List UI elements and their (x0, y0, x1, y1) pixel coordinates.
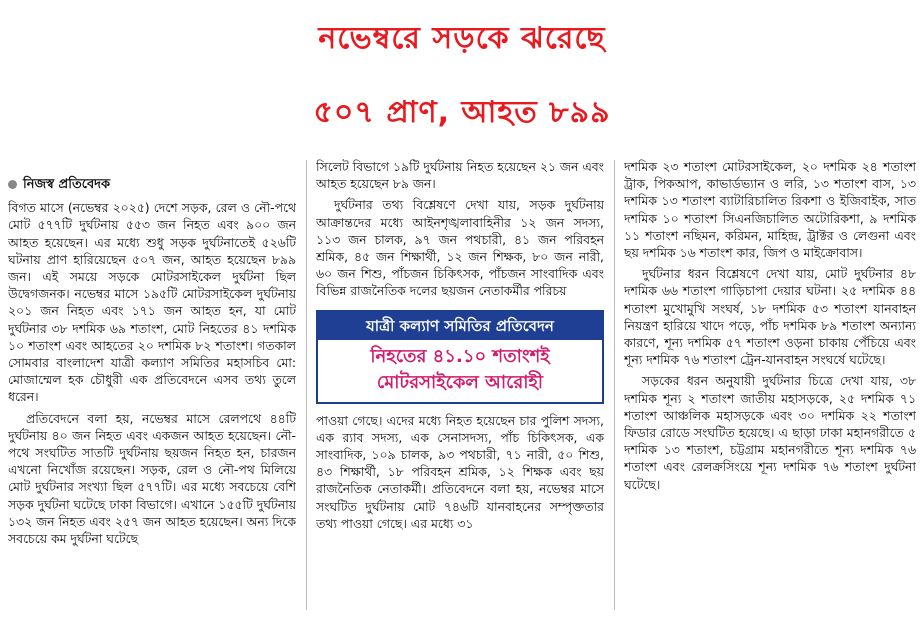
paragraph: সড়কের ধরন অনুযায়ী দুর্ঘটনার চিত্রে দেখা যায়, ৩৮ দশমিক শূন্য ২ শতাংশ জাতীয় মহাসড়কে, ২৫ দশমিক ৭১ শতাংশ আঞ্চলিক মহাসড়কে এবং ৩০ দশমিক ২২ শতাংশ ফিডার রোডে সংঘটিত হয়েছে। এ ছাড়া ঢাকা মহানগরীতে ৫ দশমিক ১৩ শতাংশ, চট্টগ্রাম মহানগরীতে শূন্য দশমিক ৭৬ শতাংশ এবং রেলক্রসিংয়ে শূন্য দশমিক ৭৬ শতাংশ দুর্ঘটনা ঘটেছে। (624, 373, 916, 492)
paragraph: প্রতিবেদনে বলা হয়, নভেম্বর মাসে রেলপথে ৪৪টি দুর্ঘটনায় ৪০ জন নিহত এবং একজন আহত হয়েছেন। নৌ-পথে সংঘটিত সাতটি দুর্ঘটনায় ছয়জন নিহত হন, চারজন এখনো নিখোঁজ রয়েছেন। সড়ক, রেল ও নৌ-পথ মিলিয়ে মোট দুর্ঘটনার সংখ্যা ছিল ৫৭৭টি। এর মধ্যে সবচেয়ে বেশি সড়ক দুর্ঘটনা ঘটেছে ঢাকা বিভাগে। এখানে ১৫৫টি দুর্ঘটনায় ১৩২ জন নিহত এবং ২৫৭ জন আহত হয়েছেন। অন্য দিকে সবচেয়ে কম দুর্ঘটনা ঘটেছে (8, 410, 296, 547)
highlight-line-2: মোটরসাইকেল আরোহী (376, 371, 544, 393)
headline-line-2: ৫০৭ প্রাণ, আহত ৮৯৯ (313, 95, 611, 130)
paragraph: পাওয়া গেছে। এদের মধ্যে নিহত হয়েছেন চার পুলিশ সদস্য, এক র‌্যাব সদস্য, এক সেনাসদস্য, পাঁচ চিকিৎসক, এক সাংবাদিক, ১০৯ চালক, ৯৩ পথচারী, ৭১ নারী, ৫০ শিশু, ৪৩ শিক্ষার্থী, ১৮ পরিবহন শ্রমিক, ১২ শিক্ষক এবং ছয় রাজনৈতিক নেতাকর্মী। প্রতিবেদনে বলা হয়, নভেম্বর মাসে সংঘটিত দুর্ঘটনায় মোট ৭৪৬টি যানবাহনের সম্পৃক্ততার তথ্য পাওয়া গেছে। এর মধ্যে ৩১ (316, 412, 604, 531)
article-column-1 (8, 158, 296, 616)
paragraph: দুর্ঘটনার তথ্য বিশ্লেষণে দেখা যায়, সড়ক দুর্ঘটনায় আক্রান্তদের মধ্যে আইনশৃঙ্খলাবাহিনীর ১২ জন সদস্য, ১১৩ জন চালক, ৯৭ জন পথচারী, ৪১ জন পরিবহন শ্রমিক, ৪৫ জন শিক্ষার্থী, ১২ জন শিক্ষক, ৮০ জন নারী, ৬০ জন শিশু, পাঁচজন চিকিৎসক, পাঁচজন সাংবাদিক এবং বিভিন্ন রাজনৈতিক দলের ছয়জন নেতাকর্মীর পরিচয় (316, 197, 604, 299)
highlight-box (316, 310, 604, 404)
highlight-box-body (318, 340, 602, 402)
highlight-box-title: যাত্রী কল্যাণ সমিতির প্রতিবেদন (318, 312, 602, 340)
paragraph: দুর্ঘটনার ধরন বিশ্লেষণে দেখা যায়, মোট দুর্ঘটনার ৪৮ দশমিক ৬৬ শতাংশ গাড়িচাপা দেয়ার ঘটনা। ২৫ দশমিক ৪৪ শতাংশ মুখোমুখি সংঘর্ষ, ১৮ দশমিক ৫৩ শতাংশ যানবাহন নিয়ন্ত্রণ হারিয়ে খাদে পড়ে, পাঁচ দশমিক ৮৯ শতাংশ অন্যান্য কারণে, শূন্য দশমিক ৫৭ শতাংশ ওড়না চাকায় পেঁচিয়ে এবং শূন্য দশমিক ৭৬ শতাংশ ট্রেন-যানবাহন সংঘর্ষে ঘটেছে। (624, 266, 916, 368)
column-divider (306, 160, 307, 610)
paragraph: দশমিক ২৩ শতাংশ মোটরসাইকেল, ২০ দশমিক ২৪ শতাংশ ট্রাক, পিকআপ, কাভার্ডভ্যান ও লরি, ১৩ শতাংশ বাস, ১৩ দশমিক ১৩ শতাংশ ব্যাটারিচালিত রিকশা ও ইজিবাইক, সাত দশমিক ১০ শতাংশ সিএনজিচালিত অটোরিকশা, ৯ দশমিক ১১ শতাংশ নছিমন, করিমন, মাহিন্দ্র, ট্রাক্টর ও লেগুনা এবং ছয় দশমিক ১৬ শতাংশ কার, জিপ ও মাইক্রোবাস। (624, 159, 916, 261)
bullet-icon (8, 180, 17, 189)
byline-text: নিজস্ব প্রতিবেদক (23, 177, 111, 192)
headline-line-1: নভেম্বরে সড়কে ঝরেছে (318, 21, 606, 56)
article-column-2 (316, 158, 604, 616)
paragraph: বিগত মাসে (নভেম্বর ২০২৫) দেশে সড়ক, রেল ও নৌ-পথে মোট ৫৭৭টি দুর্ঘটনায় ৫৫৩ জন নিহত এবং ৯০০ জন আহত হয়েছেন। এর মধ্যে শুধু সড়ক দুর্ঘটনাতেই ৫২৬টি ঘটনায় প্রাণ হারিয়েছেন ৫০৭ জন, আহত হয়েছেন ৮৯৯ জন। এই সময়ে সড়কে মোটরসাইকেল দুর্ঘটনা ছিল উদ্বেগজনক। নভেম্বর মাসে ১৯৫টি মোটরসাইকেল দুর্ঘটনায় ২০১ জন নিহত এবং ১৭১ জন আহত হন, যা মোট দুর্ঘটনার ৩৮ দশমিক ৬৯ শতাংশ, মোট নিহতের ৪১ দশমিক ১০ শতাংশ এবং আহতের ২০ দশমিক ৮২ শতাংশ। গতকাল সোমবার বাংলাদেশ যাত্রী কল্যাণ সমিতির মহাসচিব মো: মোজাম্মেল হক চৌধুরী এক প্রতিবেদনে এসব তথ্য তুলে ধরেন। (8, 200, 296, 405)
highlight-line-1: নিহতের ৪১.১০ শতাংশই (370, 345, 550, 367)
byline (8, 176, 296, 193)
column-divider (614, 160, 615, 610)
article-column-3 (624, 158, 916, 616)
headline (0, 2, 924, 152)
paragraph: সিলেট বিভাগে ১৯টি দুর্ঘটনায় নিহত হয়েছেন ২১ জন এবং আহত হয়েছেন ৮৯ জন। (316, 159, 604, 192)
